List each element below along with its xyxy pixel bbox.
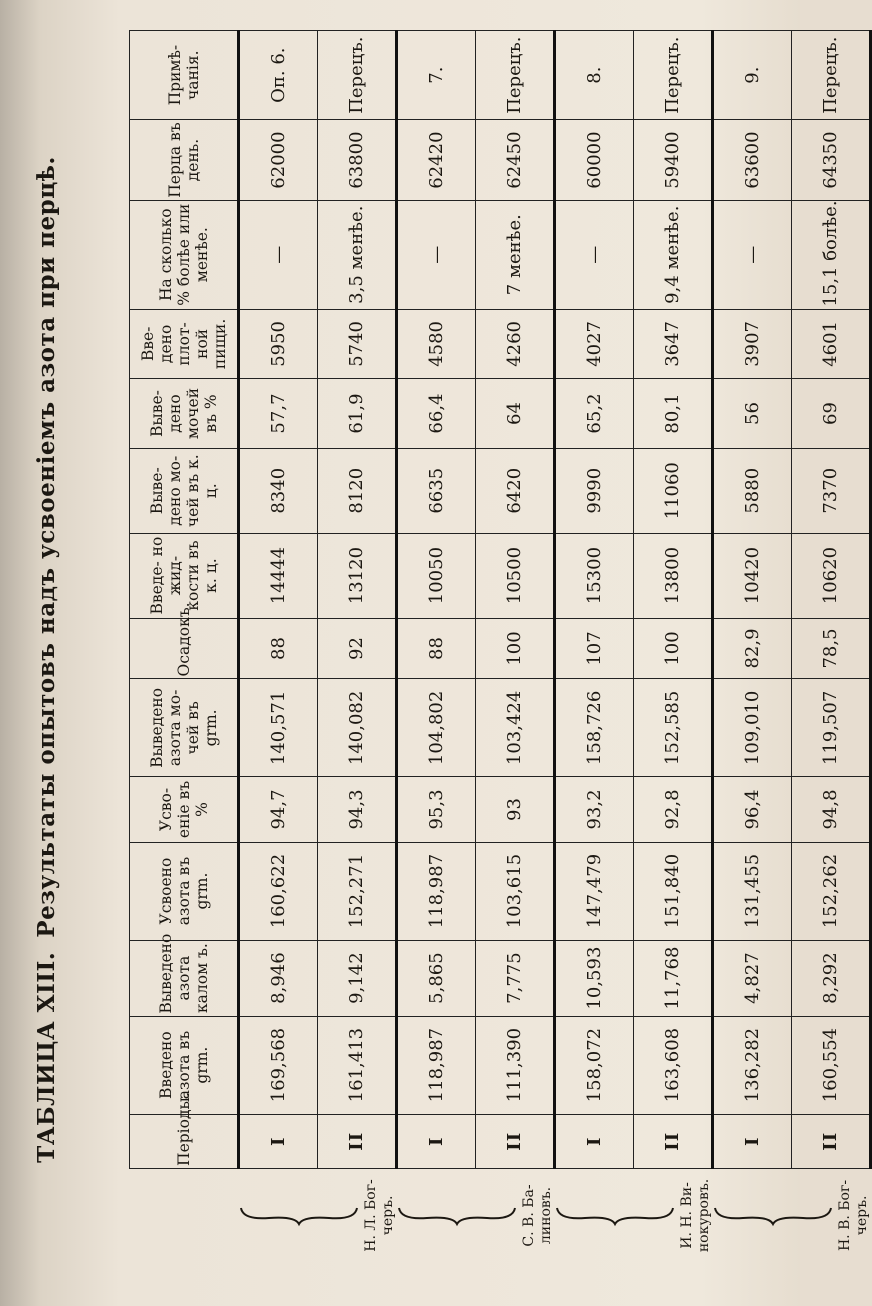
header-balance: Осадокъ. <box>130 618 239 679</box>
header-urine-out: Выве- дено мо- чей въ к. ц. <box>130 448 239 533</box>
urine-out-cell: 11060 <box>634 448 713 533</box>
fluid-in-cell: 10420 <box>713 533 792 618</box>
n-in-cell: 118,987 <box>397 1016 476 1114</box>
balance-cell: 100 <box>476 618 555 679</box>
absorption-pct-cell: 94,3 <box>318 777 397 842</box>
n-absorbed-cell: 103,615 <box>476 842 555 940</box>
header-urine-pct: Выве- дено мочей въ % <box>130 379 239 449</box>
urine-out-cell: 6420 <box>476 448 555 533</box>
dry-food-cell: 4260 <box>476 309 555 379</box>
table-row <box>634 31 713 1263</box>
period-cell: I <box>713 1114 792 1168</box>
balance-cell: 78,5 <box>792 618 871 679</box>
dry-food-cell: 5950 <box>239 309 318 379</box>
n-absorbed-cell: 131,455 <box>713 842 792 940</box>
absorption-pct-cell: 93,2 <box>555 777 634 842</box>
diff-pct-cell: — <box>239 200 318 309</box>
table-row <box>555 31 634 1263</box>
urine-pct-cell: 69 <box>792 379 871 449</box>
fluid-in-cell: 13120 <box>318 533 397 618</box>
n-urine-cell: 103,424 <box>476 679 555 777</box>
period-cell: II <box>634 1114 713 1168</box>
urine-out-cell: 5880 <box>713 448 792 533</box>
urine-out-cell: 7370 <box>792 448 871 533</box>
n-in-cell: 136,282 <box>713 1016 792 1114</box>
balance-cell: 88 <box>397 618 476 679</box>
diff-pct-cell: 3,5 менѣе. <box>318 200 397 309</box>
notes-cell: Перецъ. <box>634 31 713 120</box>
n-feces-cell: 11,768 <box>634 940 713 1016</box>
brace-icon <box>397 1202 517 1228</box>
n-in-cell: 161,413 <box>318 1016 397 1114</box>
brace-icon <box>555 1202 675 1228</box>
n-in-cell: 160,554 <box>792 1016 871 1114</box>
subject-group-cell <box>713 1168 871 1262</box>
notes-cell: Перецъ. <box>318 31 397 120</box>
n-urine-cell: 140,082 <box>318 679 397 777</box>
n-urine-cell: 119,507 <box>792 679 871 777</box>
urine-out-cell: 8120 <box>318 448 397 533</box>
notes-cell: 8. <box>555 31 634 120</box>
subject-name: С. В. Ба- линовъ. <box>520 1184 554 1247</box>
n-feces-cell: 4,827 <box>713 940 792 1016</box>
n-in-cell: 111,390 <box>476 1016 555 1114</box>
table-row <box>792 31 871 1263</box>
table-row <box>476 31 555 1263</box>
urine-pct-cell: 56 <box>713 379 792 449</box>
n-urine-cell: 140,571 <box>239 679 318 777</box>
pepper-per-day-cell: 62450 <box>476 120 555 201</box>
notes-cell: Перецъ. <box>476 31 555 120</box>
header-group <box>130 1168 239 1262</box>
fluid-in-cell: 10050 <box>397 533 476 618</box>
header-fluid-in: Введе- но жид- кости въ к. ц. <box>130 533 239 618</box>
dry-food-cell: 4027 <box>555 309 634 379</box>
results-table <box>129 30 872 1262</box>
pepper-per-day-cell: 60000 <box>555 120 634 201</box>
pepper-per-day-cell: 64350 <box>792 120 871 201</box>
header-diff-pct: На сколько % болѣе или менѣе. <box>130 200 239 309</box>
period-cell: II <box>318 1114 397 1168</box>
diff-pct-cell: 15,1 болѣе. <box>792 200 871 309</box>
notes-cell: Перецъ. <box>792 31 871 120</box>
fluid-in-cell: 14444 <box>239 533 318 618</box>
period-cell: II <box>792 1114 871 1168</box>
absorption-pct-cell: 92,8 <box>634 777 713 842</box>
notes-cell: Оп. 6. <box>239 31 318 120</box>
subject-name: Н. В. Бог- черъ. <box>836 1179 870 1252</box>
subject-group-cell <box>239 1168 397 1262</box>
dry-food-cell: 5740 <box>318 309 397 379</box>
subject-group-cell <box>397 1168 555 1262</box>
header-absorption-pct: Усво- еніе въ % <box>130 777 239 842</box>
urine-out-cell: 9990 <box>555 448 634 533</box>
table-label: ТАБЛИЦА XIII. <box>32 951 60 1163</box>
n-in-cell: 163,608 <box>634 1016 713 1114</box>
header-notes: Примѣ- чанія. <box>130 31 239 120</box>
notes-cell: 7. <box>397 31 476 120</box>
diff-pct-cell: — <box>397 200 476 309</box>
urine-pct-cell: 61,9 <box>318 379 397 449</box>
period-cell: I <box>397 1114 476 1168</box>
absorption-pct-cell: 95,3 <box>397 777 476 842</box>
n-feces-cell: 5,865 <box>397 940 476 1016</box>
balance-cell: 82,9 <box>713 618 792 679</box>
table-body <box>239 31 871 1263</box>
n-feces-cell: 9,142 <box>318 940 397 1016</box>
table-row <box>318 31 397 1263</box>
subject-group-cell <box>555 1168 713 1262</box>
balance-cell: 92 <box>318 618 397 679</box>
n-urine-cell: 109,010 <box>713 679 792 777</box>
urine-pct-cell: 80,1 <box>634 379 713 449</box>
dry-food-cell: 4580 <box>397 309 476 379</box>
n-feces-cell: 8,292 <box>792 940 871 1016</box>
header-n-absorbed: Усвоено азота въ grm. <box>130 842 239 940</box>
absorption-pct-cell: 94,8 <box>792 777 871 842</box>
absorption-pct-cell: 93 <box>476 777 555 842</box>
fluid-in-cell: 13800 <box>634 533 713 618</box>
n-absorbed-cell: 147,479 <box>555 842 634 940</box>
table-caption <box>16 5 76 1300</box>
subject-name: И. Н. Ви- нокуровъ. <box>678 1178 712 1253</box>
brace-icon <box>239 1202 359 1228</box>
pepper-per-day-cell: 62000 <box>239 120 318 201</box>
diff-pct-cell: 9,4 менѣе. <box>634 200 713 309</box>
diff-pct-cell: — <box>555 200 634 309</box>
urine-pct-cell: 64 <box>476 379 555 449</box>
table-row <box>397 31 476 1263</box>
pepper-per-day-cell: 63800 <box>318 120 397 201</box>
balance-cell: 107 <box>555 618 634 679</box>
notes-cell: 9. <box>713 31 792 120</box>
dry-food-cell: 3907 <box>713 309 792 379</box>
period-cell: I <box>239 1114 318 1168</box>
urine-pct-cell: 65,2 <box>555 379 634 449</box>
pepper-per-day-cell: 62420 <box>397 120 476 201</box>
urine-pct-cell: 66,4 <box>397 379 476 449</box>
fluid-in-cell: 15300 <box>555 533 634 618</box>
n-absorbed-cell: 160,622 <box>239 842 318 940</box>
header-dry-food: Вве- дено плот- ной пищи. <box>130 309 239 379</box>
table-row <box>713 31 792 1263</box>
fluid-in-cell: 10500 <box>476 533 555 618</box>
n-absorbed-cell: 118,987 <box>397 842 476 940</box>
pepper-per-day-cell: 63600 <box>713 120 792 201</box>
urine-out-cell: 6635 <box>397 448 476 533</box>
header-n-in: Введено азота въ grm. <box>130 1016 239 1114</box>
table-title: Результаты опытовъ надъ усвоеніемъ азота при перцѣ. <box>32 156 60 938</box>
n-absorbed-cell: 152,271 <box>318 842 397 940</box>
period-cell: II <box>476 1114 555 1168</box>
n-feces-cell: 10,593 <box>555 940 634 1016</box>
n-urine-cell: 152,585 <box>634 679 713 777</box>
balance-cell: 100 <box>634 618 713 679</box>
n-feces-cell: 7,775 <box>476 940 555 1016</box>
diff-pct-cell: 7 менѣе. <box>476 200 555 309</box>
balance-cell: 88 <box>239 618 318 679</box>
absorption-pct-cell: 94,7 <box>239 777 318 842</box>
n-in-cell: 169,568 <box>239 1016 318 1114</box>
n-feces-cell: 8,946 <box>239 940 318 1016</box>
header-n-feces: Выведено азота калом ъ. <box>130 940 239 1016</box>
header-pepper-per-day: Перца въ день. <box>130 120 239 201</box>
n-absorbed-cell: 152,262 <box>792 842 871 940</box>
header-row <box>130 31 239 1263</box>
brace-icon <box>713 1202 833 1228</box>
header-n-urine: Выведено азота мо- чей въ grm. <box>130 679 239 777</box>
n-absorbed-cell: 151,840 <box>634 842 713 940</box>
pepper-per-day-cell: 59400 <box>634 120 713 201</box>
urine-pct-cell: 57,7 <box>239 379 318 449</box>
rotated-table-block <box>6 5 870 1300</box>
period-cell: I <box>555 1114 634 1168</box>
dry-food-cell: 3647 <box>634 309 713 379</box>
fluid-in-cell: 10620 <box>792 533 871 618</box>
subject-name: Н. Л. Бог- черъ. <box>362 1179 396 1252</box>
absorption-pct-cell: 96,4 <box>713 777 792 842</box>
n-urine-cell: 104,802 <box>397 679 476 777</box>
urine-out-cell: 8340 <box>239 448 318 533</box>
table-row <box>239 31 318 1263</box>
diff-pct-cell: — <box>713 200 792 309</box>
n-urine-cell: 158,726 <box>555 679 634 777</box>
header-period: Періоды. <box>130 1114 239 1168</box>
n-in-cell: 158,072 <box>555 1016 634 1114</box>
dry-food-cell: 4601 <box>792 309 871 379</box>
